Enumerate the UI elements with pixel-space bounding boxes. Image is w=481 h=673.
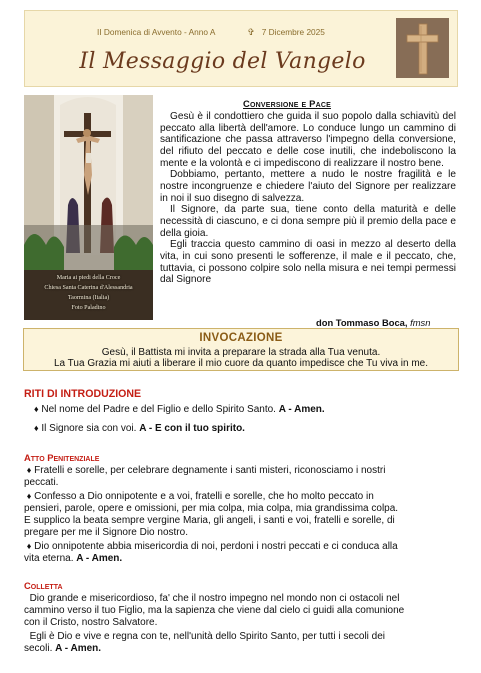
atto-title: Atto Penitenziale <box>24 452 100 463</box>
rite-line: Egli è Dio e vive e regna con te, nell'unità dello Spirito Santo, per tutti i secoli dei <box>29 631 386 642</box>
author-name: don Tommaso Boca, <box>316 317 408 328</box>
rite-line: ♦ Confesso a Dio onnipotente e a voi, fratelli e sorelle, che ho molto peccato in <box>26 491 374 502</box>
diamond-bullet-icon: ♦ <box>26 491 32 501</box>
rite-line: pensieri, parole, opere e omissioni, per mia colpa, mia colpa, mia grandissima colpa. <box>24 503 399 514</box>
rite-line: ♦ Nel nome del Padre e del Figlio e dello Spirito Santo. A - Amen. <box>34 404 325 415</box>
rite-line: ♦ Dio onnipotente abbia misericordia di noi, perdoni i nostri peccati e ci conduca alla <box>26 541 398 552</box>
invocation-title: INVOCAZIONE <box>199 332 283 344</box>
rite-line: vita eterna. A - Amen. <box>24 553 123 564</box>
rite-line: con il Cristo, nostro Salvatore. <box>24 617 158 628</box>
rite-line: secoli. A - Amen. <box>24 643 102 654</box>
article-signature <box>316 317 430 328</box>
rite-line: cammino verso il tuo Figlio, ma la sapienza che viene dal cielo ci guidi alla comunione <box>24 605 405 616</box>
church-photo <box>24 95 153 320</box>
article-title: Conversione e Pace <box>243 98 331 109</box>
photo-caption: Maria ai piedi della Croce Chiesa Santa Caterina d'Alessandria Taormina (Italia) Foto Paladino <box>44 275 133 311</box>
article-paragraph: Il Signore, da parte sua, tiene conto della maturità e delle necessità di ciascuno, e ci dona sempre più il premio della pace e della gioia. <box>160 204 456 239</box>
rite-line: Dio grande e misericordioso, fa' che il nostro impegno nel mondo non ci ostacoli nel <box>29 593 400 604</box>
article-paragraph: Egli traccia questo cammino di oasi in mezzo al deserto della vita, in cui sono presenti le sofferenze, il male e il peccato, che, tuttavia, ci possono colpire solo nella misura e nei tempi permessi dal Signore <box>160 239 456 286</box>
rite-line: peccati. <box>24 477 59 488</box>
rite-line: ♦ Fratelli e sorelle, per celebrare degnamente i santi misteri, riconosciamo i nostri <box>26 465 386 476</box>
diamond-bullet-icon: ♦ <box>26 541 32 551</box>
riti-title: RITI DI INTRODUZIONE <box>24 388 142 400</box>
header-banner <box>24 10 458 87</box>
invocation-box <box>23 328 459 371</box>
diamond-bullet-icon: ♦ <box>26 465 32 475</box>
wooden-cross-icon <box>396 18 449 78</box>
diamond-bullet-icon: ♦ <box>34 404 39 414</box>
liturgical-day: II Domenica di Avvento - Anno A <box>97 27 215 37</box>
header-meta <box>97 27 325 38</box>
author-affiliation: fmsn <box>410 317 431 328</box>
article-paragraph: Gesù è il condottiero che guida il suo popolo dalla schiavitù del peccato alla libertà dell'amore. Lo conduce lungo un cammino di santificazione che passa attraverso l'impegno della conversione, del rifiuto del peccato e delle cose inutili, che indeboliscono la mente e la volontà e ci impediscono di realizzare il nostro bene. <box>160 111 456 169</box>
article-paragraph: Dobbiamo, pertanto, mettere a nudo le nostre fragilità e le nostre incongruenze e chiedere l'aiuto del Signore per realizzare in noi il suo disegno di salvezza. <box>160 169 456 204</box>
rite-line: pregare per me il Signore Dio nostro. <box>24 527 188 538</box>
rite-line: ♦ Il Signore sia con voi. A - E con il tuo spirito. <box>34 423 245 434</box>
header-date: 7 Dicembre 2025 <box>261 27 325 37</box>
page-title: Il Messaggio del Vangelo <box>79 49 366 74</box>
diamond-bullet-icon: ♦ <box>34 423 39 433</box>
colletta-title: Colletta <box>24 580 63 591</box>
article-body <box>160 111 456 286</box>
small-cross-icon: ✞ <box>247 27 255 37</box>
invocation-text: Gesù, il Battista mi invita a preparare la strada alla Tua venuta. La Tua Grazia mi aiuti a liberare il mio cuore da quanto impedisce che Tu viva in me. <box>53 347 429 370</box>
rite-line: E supplico la beata sempre vergine Maria, gli angeli, i santi e voi, fratelli e sorelle, di <box>24 515 395 526</box>
